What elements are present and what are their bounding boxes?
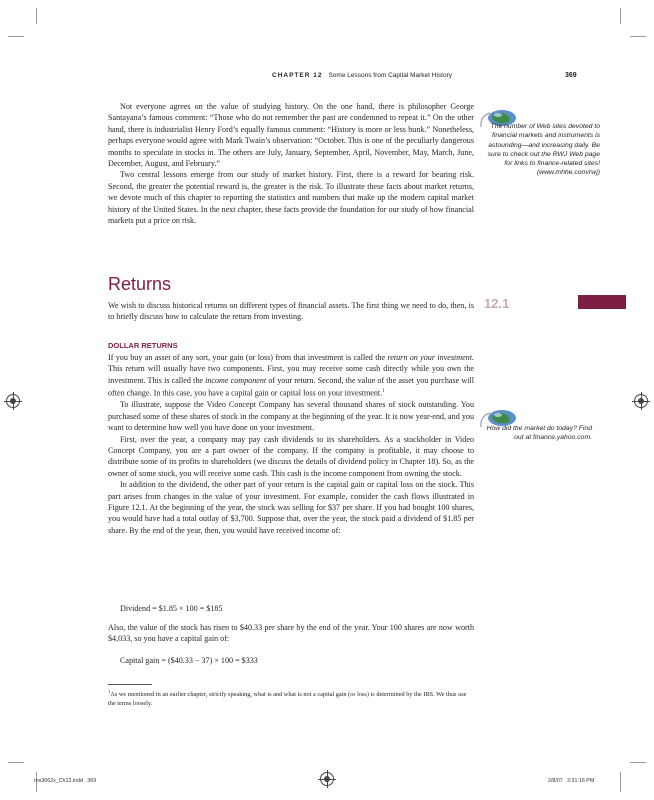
crop-mark — [620, 8, 621, 24]
registration-mark-right — [634, 394, 648, 408]
section-intro: We wish to discuss historical returns on different types of financial assets. The first thing we need to do, then, is to briefly discuss how to calculate the return from investing. — [108, 301, 474, 322]
section-intro-text — [108, 300, 474, 323]
crop-mark — [36, 8, 37, 24]
crop-mark — [620, 772, 621, 792]
term-income-component: income component — [205, 375, 267, 385]
returns-paragraph-3: First, over the year, a company may pay cash dividends to its shareholders. As a stockholder in Video Concept Company, you are a part owner of the company. If the company is profitable, it may choose to distribute some of its profits to shareholders (we discuss the details of dividend policy in Chapter 18). So, as the owner of some stock, you will receive some cash. This cash is the income component from owning the stock. — [108, 434, 474, 478]
footer-file-name: ros3062x_Ch12.indd 369 — [34, 778, 97, 784]
capital-gain-text — [108, 622, 474, 645]
subsection-title: DOLLAR RETURNS — [108, 341, 178, 350]
returns-paragraph-5: Also, the value of the stock has risen to $40.33 per share by the end of the year. Your 100 shares are now worth $4,033, so you have a capital gain of: — [108, 623, 474, 644]
crop-mark — [630, 762, 646, 763]
footer-timestamp: 2/8/07 2:31:16 PM — [548, 778, 595, 784]
intro-paragraph-1: Not everyone agrees on the value of studying history. On the one hand, there is philosopher George Santayana’s famous comment: “Those who do not remember the past are condemned to repeat it.” On the other hand, there is industrialist Henry Ford’s equally famous comment: “History is more or less bunk.” Nonetheless, perhaps everyone would agree with Mark Twain’s observation: “October. This is one of the peculiarly dangerous months to speculate in stocks in. The others are July, January, September, April, November, May, March, June, December, August, and February.” — [108, 102, 474, 169]
returns-paragraph-2: To illustrate, suppose the Video Concept Company has several thousand shares of stock outstanding. You purchased some of these shares of stock in the company at the beginning of the year. It is now year-end, and you want to determine how well you have done on your investment. — [108, 400, 474, 433]
intro-paragraph-2: Two central lessons emerge from our study of market history. First, there is a reward for bearing risk. Second, the greater the potential reward is, the greater is the risk. To illustrate these facts about market returns, we devote much of this chapter to reporting the statistics and numbers that make up the modern capital market history of the United States. In the next chapter, these facts provide the foundation for our study of how financial markets put a price on risk. — [108, 170, 474, 226]
dividend-equation: Dividend = $1.85 × 100 = $185 — [120, 604, 223, 613]
section-number: 12.1 — [484, 296, 510, 311]
crop-mark — [8, 36, 24, 37]
chapter-title: Some Lessons from Capital Market History — [328, 72, 453, 79]
chapter-label: CHAPTER 12 — [272, 72, 323, 79]
registration-mark-bottom — [320, 772, 334, 786]
page-number: 369 — [565, 72, 577, 79]
margin-note-yahoo: How did the market do today? Find out at finance.yahoo.com. — [486, 425, 592, 442]
capital-gain-equation: Capital gain = ($40.33 − 37) × 100 = $333 — [120, 656, 258, 665]
running-header — [272, 72, 452, 79]
crop-mark — [630, 36, 646, 37]
registration-mark-left — [6, 394, 20, 408]
dollar-returns-text — [108, 352, 474, 536]
footnote-text: As we mentioned in an earlier chapter, strictly speaking, what is and what is not a capital gain (or loss) is determined by the IRS. We thus use the terms loosely. — [108, 691, 467, 708]
returns-paragraph-1: If you buy an asset of any sort, your gain (or loss) from that investment is called the return on your investment. This return will usually have two components. First, you may receive some cash directly while you own the investment. This is called the income component of your return. Second, the value of the asset you purchase will often change. In this case, you have a capital gain or capital loss on your investment.$^1$ — [108, 353, 474, 398]
margin-note-websites: The number of Web sites devoted to financial markets and instruments is astounding—and increasing daily. Be sure to check out the RWJ Web page for links to finance-related sites! (www.mhhe.com/rwj) — [487, 123, 600, 177]
term-return-on-investment: return on your investment. — [387, 353, 474, 362]
returns-paragraph-4: In addition to the dividend, the other part of your return is the capital gain or capital loss on the stock. This part arises from changes in the value of your investment. For example, consider the cash flows illustrated in Figure 12.1. At the beginning of the year, the stock was selling for $37 per share. If you had bought 100 shares, you would have had a total outlay of $3,700. Suppose that, over the year, the stock paid a dividend of $1.85 per share. By the end of the year, then, you would have received income of: — [108, 480, 474, 535]
footnote-rule — [108, 684, 152, 685]
intro-text — [108, 101, 474, 226]
footnote-ref[interactable]: 1 — [382, 389, 385, 395]
crop-mark — [8, 762, 24, 763]
footnote — [108, 687, 474, 708]
footnote-mark: 1 — [108, 689, 111, 694]
section-tab — [578, 295, 626, 309]
section-title: Returns — [108, 274, 172, 294]
